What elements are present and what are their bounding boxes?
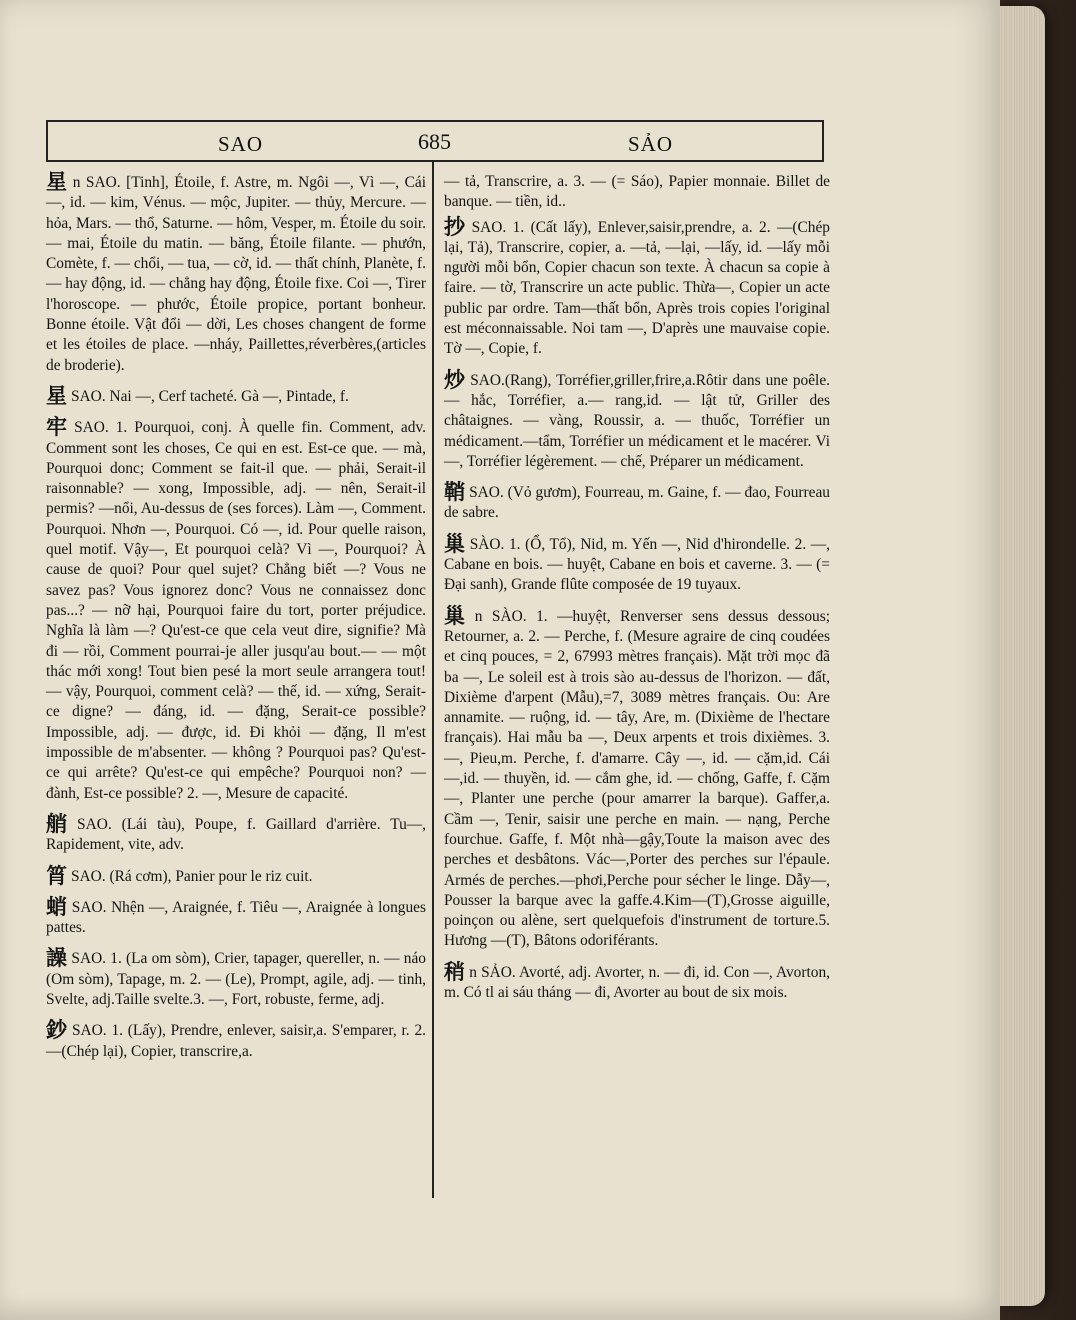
entry-text: SAO. (Rá cơm), Panier pour le riz cuit.	[71, 867, 313, 885]
entry-text: n SẢO. Avorté, adj. Avorter, n. — đi, id. Con —, Avorton, m. Có tl ai sáu tháng — đi, Avorter au bout de six mois.	[444, 963, 830, 1001]
page-number: 685	[418, 129, 451, 154]
han-character: 巢	[444, 531, 466, 556]
entry	[46, 863, 426, 888]
han-character: 巢	[444, 603, 471, 628]
entry	[46, 172, 426, 376]
entry-text: SAO. 1. Pourquoi, conj. À quelle fin. Comment, adv. Comment sont les choses, Ce qui en est. Est-ce que. — mà, Pourquoi donc; Comment se fait-il que. — phải, Serait-il raisonnable? — xong, Impossible, adj. — nên, Serait-il permis? —nổi, Au-dessus de (ses forces). Làm —, Comment. Pourquoi. Nhơn —, Pourquoi. Có —, id. Pour quelle raison, quel motif. Vậy—, Et pourquoi celà? Vì —, Pourquoi? À cause de quoi? Pour quel sujet? Chẳng biết —? Vous ne savez pas? Vous ignorez donc? Vous ne connaissez donc pas...? — nỡ hại, Pourquoi faire du tort, porter préjudice. Nghĩa là làm —? Qu'est-ce que cela veut dire, signifie? Mà đi — rồi, Comment pourrai-je aller jusqu'au bout.— — một thác mới xong! Tout bien pesé la mort seule arrangera tout! — vậy, Pourquoi, comment celà? — thế, id. — xứng, Serait-ce digne? — đáng, id. — đặng, Serait-ce possible? Impossible, adj. — được, id. Đi khỏi — đặng, Il m'est impossible de m'absenter. — không ? Pourquoi pas? Qu'est-ce qui arrête? Qu'est-ce qui empêche? Pourquoi non? — đành, Est-ce possible? 2. —, Mesure de capacité.	[46, 419, 426, 802]
entry-text: SAO. Nhện —, Araignée, f. Tiêu —, Araignée à longues pattes.	[46, 898, 427, 937]
entry-text: SÀO. 1. (Ổ, Tổ), Nid, m. Yến —, Nid d'hirondelle. 2. —, Cabane en bois. — huyệt, Cabane en bois et caverne. 3. — (= Đại sanh), Grande flûte composée de 19 tuyaux.	[444, 535, 830, 594]
entry	[444, 214, 830, 360]
column-divider	[432, 162, 434, 1198]
han-character: 稍	[444, 959, 466, 984]
entry-text: SAO. 1. (Cất lấy), Enlever,saisir,prendre, a. 2. —(Chép lại, Tả), Transcrire, copier, a. —tả, —lại, —lấy, id. —lấy mỗi người mỗi bổn, Copier chacun son texte. À chacun sa copie à faire. — tờ, Transcrire un acte public. Thừa—, Copier un acte public par ordre. Tam—thất bổn, Après trois copies l'original est méconnaissable. Noi tam —, D'après une mauvaise copie. Tờ —, Copie, f.	[444, 218, 830, 358]
han-character: 鈔	[46, 1018, 68, 1043]
entry-text: SAO. 1. (Lấy), Prendre, enlever, saisir,a. S'emparer, r. 2. —(Chép lại), Copier, transcrire,a.	[46, 1022, 427, 1060]
entry-text: SAO. 1. (La om sòm), Crier, tapager, quereller, n. — náo (Om sòm), Tapage, m. 2. — (Le), Prompt, agile, adj. — tinh, Svelte, adj.Taille svelte.3. —, Fort, robuste, ferme, adj.	[46, 950, 426, 1008]
han-character: 炒	[444, 367, 467, 392]
entry-text: SAO. (Vỏ gươm), Fourreau, m. Gaine, f. — đao, Fourreau de sabre.	[444, 484, 830, 522]
han-character: 艄	[46, 811, 74, 836]
entry	[46, 1020, 426, 1062]
entry	[46, 811, 426, 856]
entry-text: n SÀO. 1. —huyệt, Renverser sens dessus dessous; Retourner, a. 2. — Perche, f. (Mesure agraire de cinq coudées et cinq pouces, = 2, 67993 mètres français). Mặt trời mọc đã ba —, Le soleil est à trois sào au-dessus de l'horizon. — đất, Dixième d'arpent (Mẫu),=7, 3089 mètres français. Ou: Are annamite. — ruộng, id. — tây, Are, m. (Dixième de l'hectare français). Hai mẫu ba —, Deux arpents et trois dixièmes. 3. —, Pieu,m. Perche, f. d'amarre. Cây —, id. — cặm,id. Cái —,id. — thuyền, id. — cắm ghe, id. — chống, Gaffe, f. Cặm —, Planter une perche (pour amarrer la barque). Gaffer,a. Cầm —, Tenir, saisir une perche en main. — nạng, Perche fourchue. Gaffe, f. Một nhà—gậy,Toute la maison avec des perches et desbâtons. Vác—,Porter des perches sur l'épaule. Armés de perches.—phơi,Perche pour sécher le linge. Dẫy—, Pousser la barque avec la gaffe.4.Kim—(T),Grosse aiguille, poinçon ou alène, sert quelquefois d'instrument de torture.5. Hương —(T), Bâtons odoriférants.	[444, 607, 830, 950]
left-column	[46, 172, 426, 1072]
han-character: 蛸	[46, 894, 68, 919]
han-character: 抄	[444, 214, 468, 239]
header-right-word: SẢO	[628, 132, 674, 156]
entry-text: SAO.(Rang), Torréfier,griller,frire,a.Rôtir dans une poêle. — hắc, Torréfier, a.— rang,id. — lật tử, Griller des châtaignes. — vàng, Roussir, a. — thuốc, Torréfier un médicament.—tẩm, Torréfier un médicament et le macérer. Vi —, Torréfier légèrement. — chế, Préparer un médicament.	[444, 371, 831, 470]
entry-text: n SAO. [Tinh], Étoile, f. Astre, m. Ngôi —, Vì —, Cái —, id. — kim, Vénus. — mộc, Jupiter. — thủy, Mercure. — hỏa, Mars. — thổ, Saturne. — hôm, Vesper, m. Étoile du soir. — mai, Étoile du matin. — băng, Étoile filante. — phướn, Comète, f. — chổi, — tua, — cờ, id. — thất chính, Planète, f. — hay động, id. — chẳng hay động, Étoile fixe. Coi —, Tirer l'horoscope. — phước, Étoile propice, portant bonheur. Bonne étoile. Vật đổi — dời, Les choses changent de forme et les étoiles de place. —nháy, Paillettes,réverbères,(articles de broderie).	[46, 174, 426, 374]
han-character: 星	[46, 383, 67, 408]
han-character: 鞘	[444, 480, 466, 505]
entry	[444, 367, 831, 472]
header-left-word: SAO	[218, 132, 264, 156]
entry-text: — tả, Transcrire, a. 3. — (= Sáo), Papier monnaie. Billet de banque. — tiền, id..	[444, 173, 830, 211]
entry	[46, 948, 426, 1010]
entry	[46, 383, 426, 408]
entry-text: SAO. Nai —, Cerf tacheté. Gà —, Pintade, f.	[71, 387, 349, 405]
entry	[444, 959, 830, 1004]
entry	[46, 417, 426, 804]
entry	[444, 531, 830, 596]
entry	[444, 482, 830, 524]
entry	[444, 603, 830, 952]
han-character: 星	[46, 170, 69, 194]
entry-text: SAO. (Lái tàu), Poupe, f. Gaillard d'arrière. Tu—, Rapidement, vite, adv.	[46, 815, 426, 854]
right-column	[444, 172, 830, 1013]
entry	[46, 894, 427, 939]
han-character: 牢	[46, 415, 71, 440]
han-character: 筲	[46, 863, 67, 888]
running-header	[46, 120, 824, 162]
entry-continuation	[444, 172, 830, 213]
han-character: 譟	[46, 946, 68, 971]
